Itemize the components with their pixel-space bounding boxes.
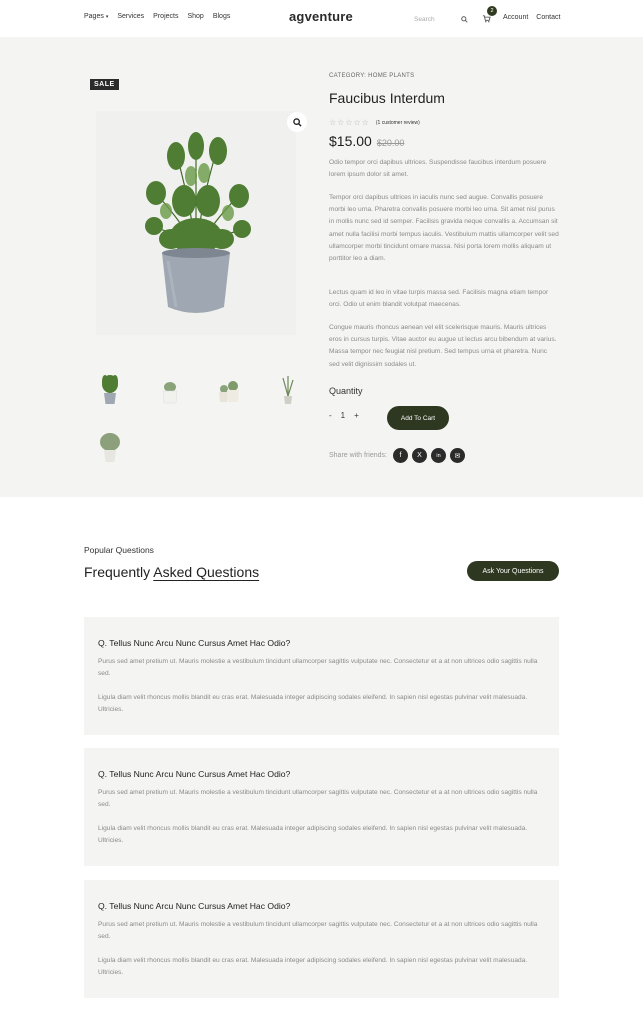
nav-item-projects[interactable]: Projects [153, 13, 179, 20]
star-icon: ☆ [345, 118, 353, 127]
search-input[interactable] [414, 13, 468, 25]
star-icon: ☆ [329, 118, 337, 127]
product-description-4: Congue mauris rhoncus aenean vel elit scelerisque mauris. Mauris ultrices eros in cursus turpis. Vitae auctor eu augue ut lectus arcu bibendum at varius. Massa tempor nec feugiat nisl pretium. Sed tempus urna et pharetra. Nunc sed velit dignissim sodales ut. [329, 324, 557, 368]
product-description-2: Tempor orci dapibus ultrices in iaculis nunc sed augue. Convallis posuere morbi leo urna. Pharetra convallis posuere morbi leo urna. Sit amet nisl purus in mollis nunc sed id semper. Facilisis gravida neque convallis a. Accumsan sit amet nulla facilisi morbi tempus iaculis. Vestibulum mattis ullamcorper velit sed ullamcorper morbi tincidunt ornare massa. Nisi porta lorem mollis aliquam ut porttitor leo a diam. [329, 194, 559, 263]
faq-question[interactable]: Q. Tellus Nunc Arcu Nunc Cursus Amet Hac Odio? [98, 638, 291, 648]
faq-answer: Ligula diam velit rhoncus mollis blandit eu cras erat. Malesuada integer adipiscing sodales eleifend. In sapien nisl egestas pulvinar velit malesuada. Ultricies. [98, 694, 528, 713]
product-price [329, 133, 404, 149]
plant-thumbnail-image [214, 372, 242, 408]
potted-plant-image [96, 111, 296, 335]
faq-answer: Ligula diam velit rhoncus mollis blandit eu cras erat. Malesuada integer adipiscing sodales eleifend. In sapien nisl egestas pulvinar velit malesuada. Ultricies. [98, 825, 528, 844]
ask-question-button[interactable]: Ask Your Questions [467, 561, 559, 581]
nav-item-pages[interactable] [84, 13, 108, 20]
faq-title-plain: Frequently [84, 564, 154, 580]
nav-item-services[interactable]: Services [117, 13, 145, 20]
faq-title [84, 564, 259, 580]
product-section [0, 37, 643, 497]
share-row [329, 448, 465, 463]
nav-item-account[interactable]: Account [503, 14, 529, 21]
faq-answer: Purus sed amet pretium ut. Mauris molestie a vestibulum tincidunt ullamcorper sagittis vulputate nec. Consectetur et a at non ultrices odio sagittis nulla sed. [98, 921, 538, 940]
thumbnail-3[interactable] [214, 372, 242, 408]
faq-item[interactable] [84, 880, 559, 998]
plant-thumbnail-image [96, 430, 124, 466]
current-price: $15.00 [329, 133, 372, 149]
star-icon: ☆ [361, 118, 369, 127]
faq-question[interactable]: Q. Tellus Nunc Arcu Nunc Cursus Amet Hac Odio? [98, 901, 291, 911]
facebook-icon[interactable]: f [393, 448, 408, 463]
star-icon: ☆ [337, 118, 345, 127]
product-main-image[interactable] [96, 111, 296, 335]
nav-item-shop[interactable]: Shop [187, 13, 204, 20]
faq-title-underlined: Asked Questions [153, 564, 260, 580]
faq-item[interactable] [84, 617, 559, 735]
cart-button[interactable] [481, 8, 495, 25]
add-to-cart-button[interactable]: Add To Cart [387, 406, 449, 430]
faq-item[interactable] [84, 748, 559, 866]
product-title: Faucibus Interdum [329, 90, 445, 106]
plant-thumbnail-image [96, 372, 124, 408]
nav-item-blogs[interactable]: Blogs [212, 13, 231, 20]
star-icon: ☆ [353, 118, 361, 127]
email-icon[interactable]: ✉ [450, 448, 465, 463]
zoom-button[interactable] [287, 112, 307, 132]
zoom-icon [293, 118, 302, 127]
quantity-label: Quantity [329, 386, 363, 396]
faq-answer: Purus sed amet pretium ut. Mauris molestie a vestibulum tincidunt ullamcorper sagittis vulputate nec. Consectetur et a at non ultrices odio sagittis nulla sed. [98, 789, 538, 808]
product-description-3: Lectus quam id leo in vitae turpis massa sed. Facilisis magna etiam tempor orci. Odio ut enim blandit volutpat maecenas. [329, 289, 549, 309]
review-count-link[interactable]: (1 customer review) [375, 119, 420, 126]
share-label: Share with friends: [329, 452, 387, 459]
plant-thumbnail-image [274, 372, 302, 408]
thumbnail-5[interactable] [96, 430, 124, 466]
sale-badge: SALE [90, 79, 119, 90]
linkedin-icon[interactable]: in [431, 448, 446, 463]
chevron-down-icon: ▾ [105, 14, 109, 20]
nav-item-label: Pages [84, 13, 104, 20]
faq-kicker: Popular Questions [84, 545, 154, 555]
main-menu [84, 13, 230, 20]
faq-answer: Ligula diam velit rhoncus mollis blandit eu cras erat. Malesuada integer adipiscing sodales eleifend. In sapien nisl egestas pulvinar velit malesuada. Ultricies. [98, 957, 528, 976]
plant-thumbnail-image [156, 372, 184, 408]
x-twitter-icon[interactable]: X [412, 448, 427, 463]
original-price: $20.00 [376, 138, 405, 148]
thumbnail-1[interactable] [96, 372, 124, 408]
faq-header [84, 545, 559, 580]
faq-answer: Purus sed amet pretium ut. Mauris molestie a vestibulum tincidunt ullamcorper sagittis vulputate nec. Consectetur et a at non ultrices odio sagittis nulla sed. [98, 658, 538, 677]
account-menu [503, 14, 560, 21]
top-navigation [0, 0, 643, 37]
cart-count-badge: 2 [487, 6, 497, 16]
nav-item-contact[interactable]: Contact [536, 14, 561, 21]
product-description-1: Odio tempor orci dapibus ultrices. Suspendisse faucibus interdum posuere lorem ipsum dolor sit amet. [329, 159, 547, 179]
search-placeholder: Search [414, 15, 435, 23]
thumbnail-4[interactable] [274, 372, 302, 408]
site-logo[interactable]: agventure [289, 9, 353, 24]
thumbnail-2[interactable] [156, 372, 184, 408]
quantity-value[interactable]: 1 [340, 411, 346, 420]
faq-question[interactable]: Q. Tellus Nunc Arcu Nunc Cursus Amet Hac Odio? [98, 769, 291, 779]
product-category[interactable]: CATEGORY: HOME PLANTS [329, 73, 415, 79]
decrease-quantity-button[interactable]: - [329, 411, 332, 420]
search-icon[interactable] [461, 16, 468, 23]
quantity-stepper [329, 411, 359, 420]
product-rating [329, 118, 420, 127]
increase-quantity-button[interactable]: + [354, 411, 359, 420]
